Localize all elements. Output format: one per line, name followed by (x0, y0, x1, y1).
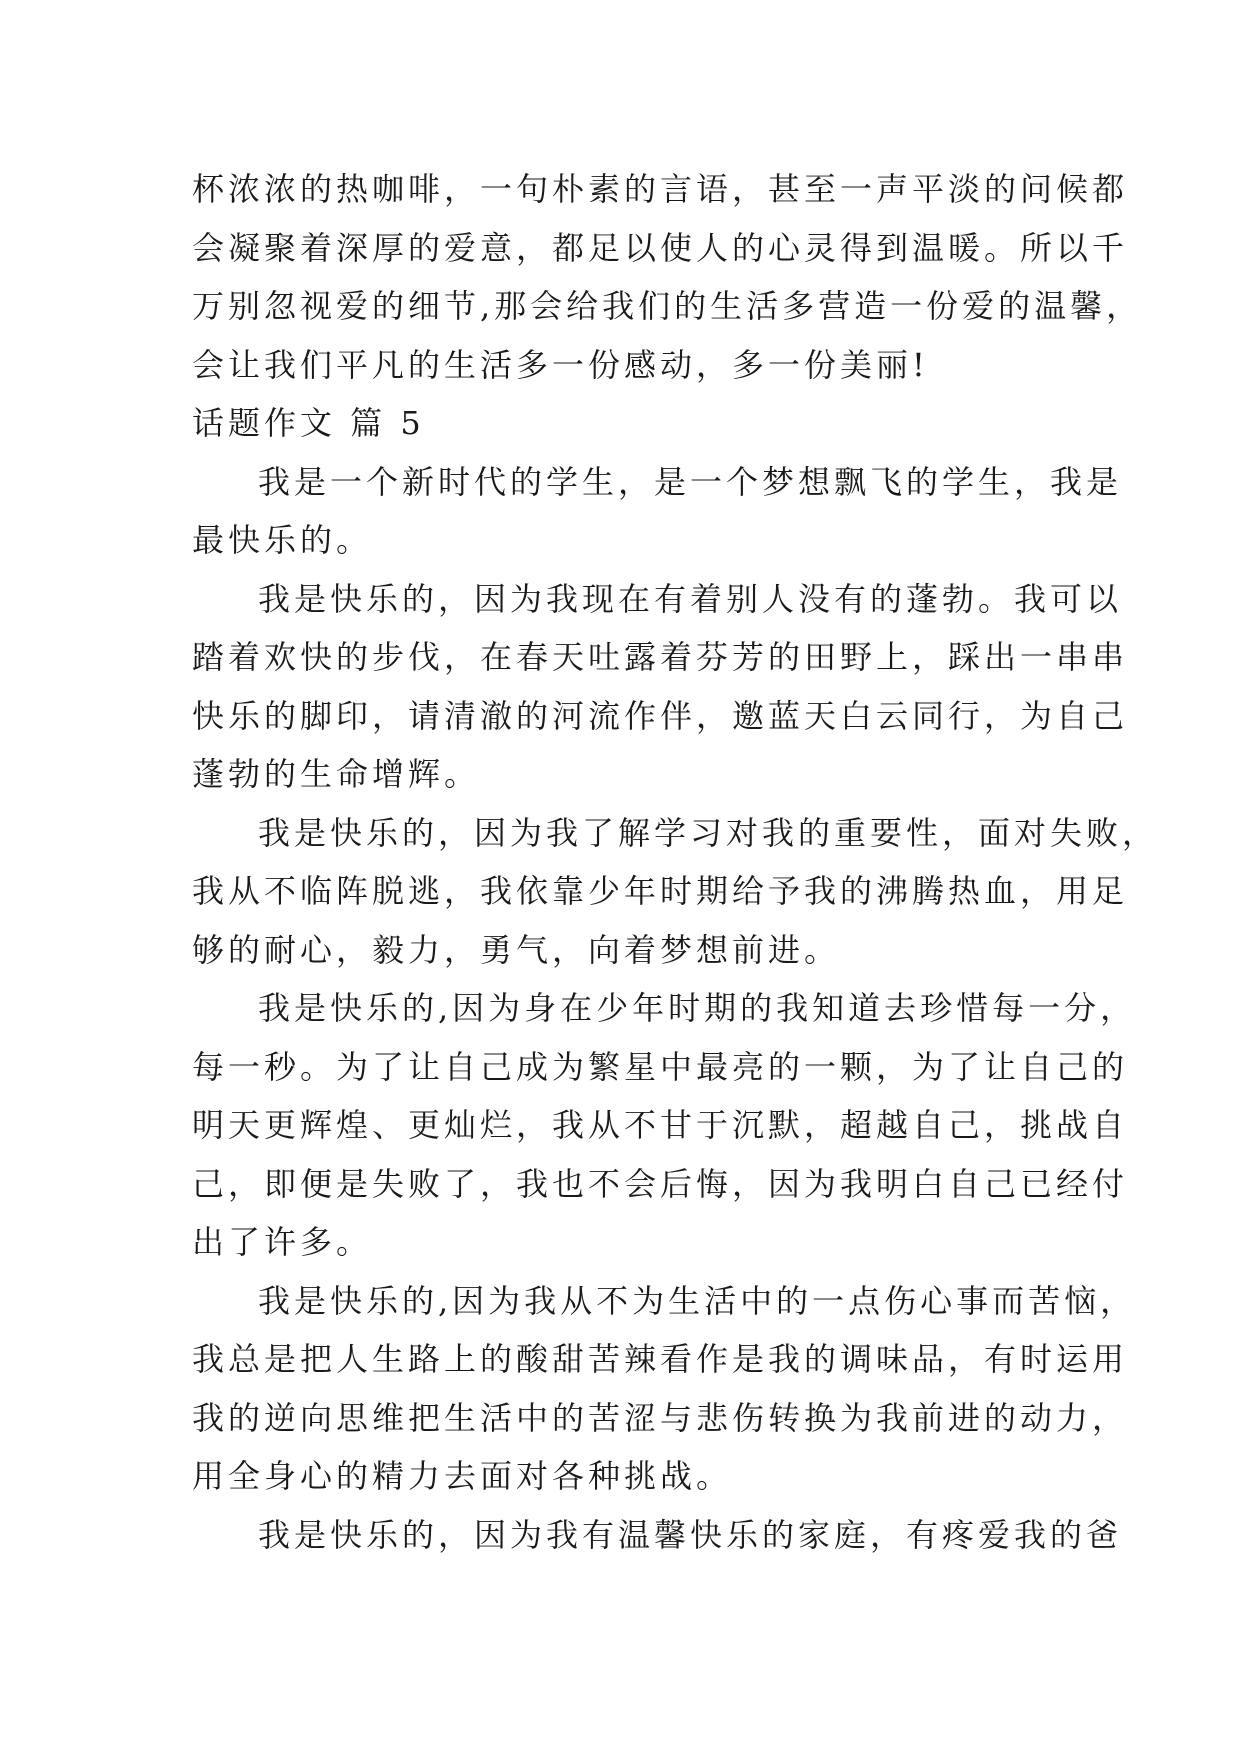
text-line: 出了许多。 (192, 1223, 373, 1261)
text-line: 每一秒。为了让自己成为繁星中最亮的一颗，为了让自己的 (192, 1047, 1129, 1086)
text-line: 我总是把人生路上的酸甜苦辣看作是我的调味品，有时运用 (192, 1340, 1129, 1378)
text-line: 我是快乐的，因为我现在有着别人没有的蓬勃。我可以 (258, 579, 1123, 618)
text-line: 快乐的脚印，请清澈的河流作伴，邀蓝天白云同行，为自己 (192, 696, 1129, 735)
text-line: 我是快乐的,因为我从不为生活中的一点伤心事而苦恼， (258, 1281, 1137, 1320)
text-line: 会凝聚着深厚的爱意，都足以使人的心灵得到温暖。所以千 (192, 228, 1129, 267)
text-line: 明天更辉煌、更灿烂，我从不甘于沉默，超越自己，挑战自 (192, 1106, 1129, 1144)
text-line: 我是快乐的，因为我了解学习对我的重要性，面对失败， (258, 813, 1159, 852)
text-line: 我是一个新时代的学生，是一个梦想飘飞的学生，我是 (258, 462, 1123, 501)
text-line: 我是快乐的,因为身在少年时期的我知道去珍惜每一分， (258, 989, 1137, 1027)
text-line: 踏着欢快的步伐，在春天吐露着芬芳的田野上，踩出一串串 (192, 638, 1129, 676)
text-line: 己，即便是失败了，我也不会后悔，因为我明白自己已经付 (192, 1164, 1129, 1203)
text-line: 用全身心的精力去面对各种挑战。 (192, 1457, 733, 1495)
text-line: 够的耐心，毅力，勇气，向着梦想前进。 (192, 930, 841, 969)
text-line: 蓬勃的生命增辉。 (192, 755, 481, 793)
section-heading: 话题作文 篇 5 (192, 404, 425, 442)
text-line: 我从不临阵脱逃，我依靠少年时期给予我的沸腾热血，用足 (192, 872, 1129, 910)
text-line: 我的逆向思维把生活中的苦涩与悲伤转换为我前进的动力， (192, 1398, 1129, 1437)
text-line: 万别忽视爱的细节,那会给我们的生活多营造一份爱的温馨， (192, 287, 1143, 325)
text-line: 杯浓浓的热咖啡，一句朴素的言语，甚至一声平淡的问候都 (192, 170, 1129, 208)
text-line: 会让我们平凡的生活多一份感动，多一份美丽! (192, 345, 929, 384)
text-line: 我是快乐的，因为我有温馨快乐的家庭，有疼爱我的爸 (258, 1515, 1123, 1554)
text-line: 最快乐的。 (192, 521, 373, 559)
document-body (192, 160, 1159, 1564)
